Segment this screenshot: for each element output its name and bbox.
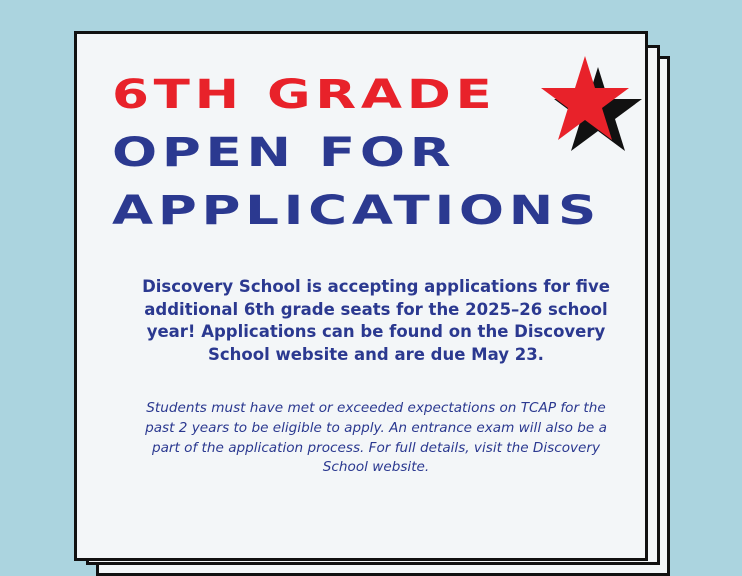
- eligibility-note: Students must have met or exceeded expectations on TCAP for the past 2 years to be eligible to apply. An entrance exam will also be a part of the application process. For full details, visit the Discovery School website.: [145, 400, 607, 476]
- headline-grade: 6TH GRADE: [112, 70, 497, 119]
- flyer-page: [74, 31, 648, 561]
- star-icon: [533, 50, 643, 160]
- headline-applications: APPLICATIONS: [112, 186, 601, 235]
- announcement-text: Discovery School is accepting applications for five additional 6th grade seats for the 2025–26 school year! Applications can be found on the Discovery School website and are due May 23.: [142, 277, 610, 364]
- headline-open-for: OPEN FOR: [112, 128, 456, 177]
